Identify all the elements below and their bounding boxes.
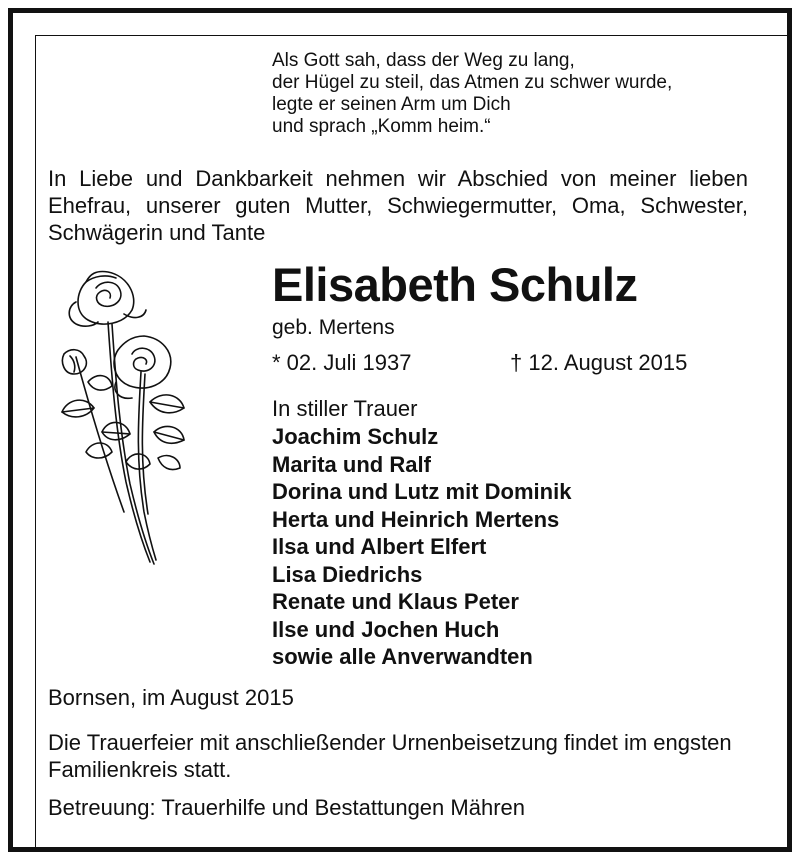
mourners-list (272, 423, 571, 671)
mourners-heading: In stiller Trauer (272, 396, 418, 421)
mourner-name: Ilsa und Albert Elfert (272, 534, 487, 559)
rose-drawing-icon (46, 262, 196, 572)
mourner-name: Renate und Klaus Peter (272, 589, 519, 614)
poem-line: und sprach „Komm heim.“ (272, 116, 491, 137)
mourner-name: Ilse und Jochen Huch (272, 616, 500, 642)
poem-line: legte er seinen Arm um Dich (272, 94, 511, 115)
birth-date: * 02. Juli 1937 (272, 350, 412, 375)
deceased-name: Elisabeth Schulz (272, 258, 638, 311)
poem-line: der Hügel zu steil, das Atmen zu schwer wurde, (272, 72, 673, 93)
mourner-name: Joachim Schulz (272, 424, 439, 449)
death-date: † 12. August 2015 (510, 350, 688, 375)
maiden-name: geb. Mertens (272, 316, 395, 339)
mourner-name: Herta und Heinrich Mertens (272, 506, 560, 532)
funeral-care-note: Betreuung: Trauerhilfe und Bestattungen Mähren (48, 795, 525, 820)
mourner-name: Lisa Diedrichs (272, 561, 423, 587)
poem (272, 50, 672, 138)
farewell-intro: In Liebe und Dankbarkeit nehmen wir Abschied von meiner lieben Ehefrau, unserer guten Mutter, Schwiegermutter, Oma, Schwester, Schwägerin und Tante (48, 166, 748, 245)
mourner-name: Marita und Ralf (272, 451, 431, 477)
mourner-name: sowie alle Anverwandten (272, 644, 533, 669)
poem-line: Als Gott sah, dass der Weg zu lang, (272, 50, 575, 71)
place-date: Bornsen, im August 2015 (48, 685, 294, 710)
mourner-name: Dorina und Lutz mit Dominik (272, 479, 572, 504)
ceremony-note: Die Trauerfeier mit anschließender Urnenbeisetzung findet im engsten Familienkreis statt. (48, 730, 732, 782)
